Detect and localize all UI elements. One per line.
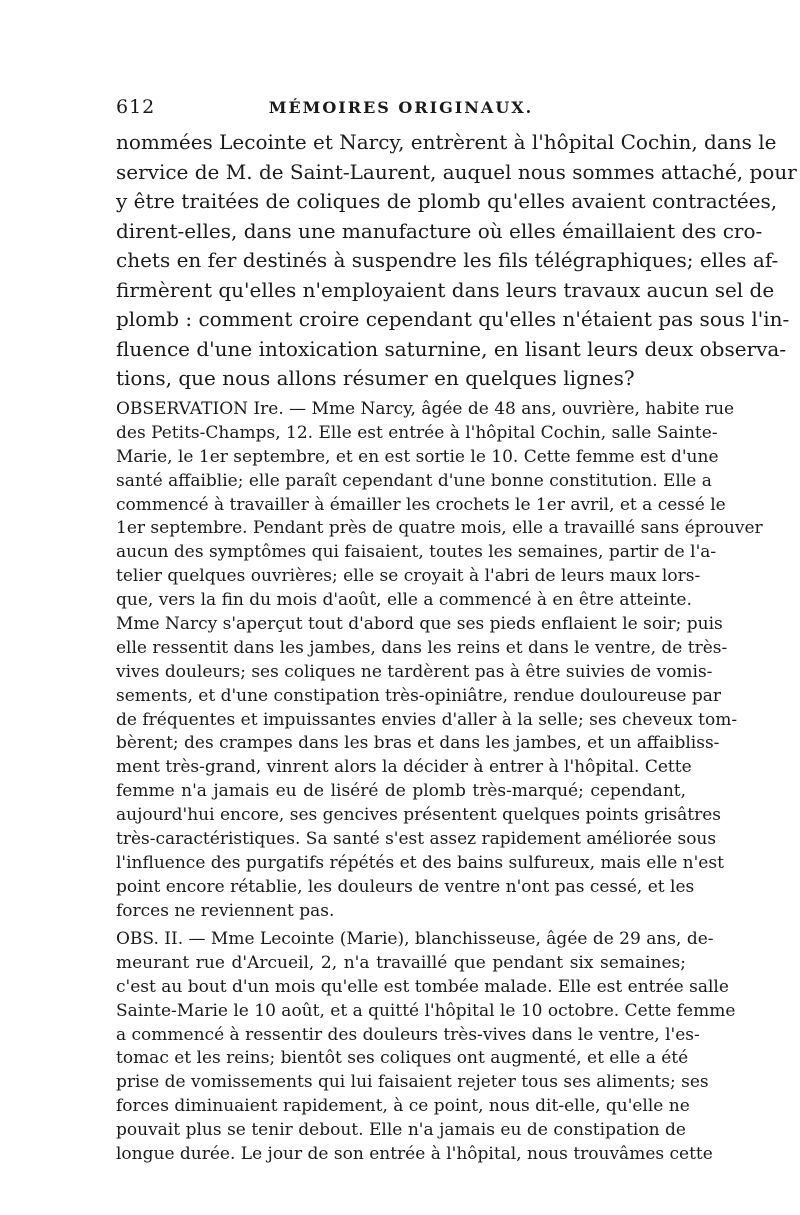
text-line: tions, que nous allons résumer en quelques lignes? xyxy=(116,366,635,390)
text-line: OBS. II. — Mme Lecointe (Marie), blanchisseuse, âgée de 29 ans, de- xyxy=(116,929,714,949)
text-line: pouvait plus se tenir debout. Elle n'a jamais eu de constipation de xyxy=(116,1120,686,1141)
text-line: sements, et d'une constipation très-opiniâtre, rendue douloureuse par xyxy=(116,685,722,706)
text-line: longue durée. Le jour de son entrée à l'hôpital, nous trouvâmes cette xyxy=(116,1144,713,1165)
page-header xyxy=(116,96,686,124)
text-line: OBSERVATION Ire. — Mme Narcy, âgée de 48 ans, ouvrière, habite rue xyxy=(116,399,735,419)
text-line: Marie, le 1er septembre, et en est sortie le 10. Cette femme est d'une xyxy=(116,446,719,467)
text-line: fluence d'une intoxication saturnine, en lisant leurs deux observa- xyxy=(116,336,787,361)
text-line: des Petits-Champs, 12. Elle est entrée à l'hôpital Cochin, salle Sainte- xyxy=(116,422,718,443)
text-line: chets en fer destinés à suspendre les fils télégraphiques; elles af- xyxy=(116,248,779,272)
text-line: commencé à travailler à émailler les crochets le 1er avril, et a cessé le xyxy=(116,494,726,515)
text-line: que, vers la fin du mois d'août, elle a commencé à en être atteinte. xyxy=(116,590,692,611)
text-line: plomb : comment croire cependant qu'elles n'étaient pas sous l'in- xyxy=(116,307,790,331)
text-line: meurant rue d'Arcueil, 2, n'a travaillé que pendant six semaines; xyxy=(116,952,686,973)
text-line: service de M. de Saint-Laurent, auquel nous sommes attaché, pour xyxy=(116,159,797,184)
text-line: point encore rétablie, les douleurs de ventre n'ont pas cessé, et les xyxy=(116,876,695,897)
text-line: y être traitées de coliques de plomb qu'elles avaient contractées, xyxy=(116,189,778,213)
page-number: 612 xyxy=(116,96,156,118)
text-line: tomac et les reins; bientôt ses coliques ont augmenté, et elle a été xyxy=(116,1048,689,1069)
text-line: c'est au bout d'un mois qu'elle est tombée malade. Elle est entrée salle xyxy=(116,976,729,997)
text-line: bèrent; des crampes dans les bras et dans les jambes, et un affaibliss- xyxy=(116,733,720,754)
text-line: Sainte-Marie le 10 août, et a quitté l'hôpital le 10 octobre. Cette femme xyxy=(116,1000,736,1021)
text-line: très-caractéristiques. Sa santé s'est assez rapidement améliorée sous xyxy=(116,829,717,850)
text-line: aucun des symptômes qui faisaient, toutes les semaines, partir de l'a- xyxy=(116,542,717,563)
text-line: santé affaiblie; elle paraît cependant d'une bonne constitution. Elle a xyxy=(116,470,712,491)
text-line: aujourd'hui encore, ses gencives présentent quelques points grisâtres xyxy=(116,805,722,826)
intro-paragraph xyxy=(116,128,797,394)
text-line: Mme Narcy s'aperçut tout d'abord que ses pieds enflaient le soir; puis xyxy=(116,614,723,635)
observation-2-paragraph xyxy=(116,928,736,1167)
observation-1-paragraph xyxy=(116,398,763,924)
text-line: de fréquentes et impuissantes envies d'aller à la selle; ses cheveux tom- xyxy=(116,709,738,730)
text-line: forces diminuaient rapidement, à ce point, nous dit-elle, qu'elle ne xyxy=(116,1096,690,1117)
text-line: forces ne reviennent pas. xyxy=(116,900,335,921)
text-line: 1er septembre. Pendant près de quatre mois, elle a travaillé sans éprouver xyxy=(116,518,763,539)
text-line: elle ressentit dans les jambes, dans les reins et dans le ventre, de très- xyxy=(116,637,728,658)
text-line: nommées Lecointe et Narcy, entrèrent à l'hôpital Cochin, dans le xyxy=(116,130,777,154)
text-line: femme n'a jamais eu de liséré de plomb très-marqué; cependant, xyxy=(116,781,686,802)
text-line: a commencé à ressentir des douleurs très-vives dans le ventre, l'es- xyxy=(116,1024,700,1045)
text-line: dirent-elles, dans une manufacture où elles émaillaient des cro- xyxy=(116,218,763,243)
text-line: vives douleurs; ses coliques ne tardèrent pas à être suivies de vomis- xyxy=(116,661,713,682)
text-line: l'influence des purgatifs répétés et des bains sulfureux, mais elle n'est xyxy=(116,852,724,873)
running-title: MÉMOIRES ORIGINAUX. xyxy=(268,98,534,117)
text-line: ment très-grand, vinrent alors la décider à entrer à l'hôpital. Cette xyxy=(116,757,692,778)
text-line: prise de vomissements qui lui faisaient rejeter tous ses aliments; ses xyxy=(116,1072,709,1093)
text-line: firmèrent qu'elles n'employaient dans leurs travaux aucun sel de xyxy=(116,277,775,302)
text-line: telier quelques ouvrières; elle se croyait à l'abri de leurs maux lors- xyxy=(116,566,701,587)
